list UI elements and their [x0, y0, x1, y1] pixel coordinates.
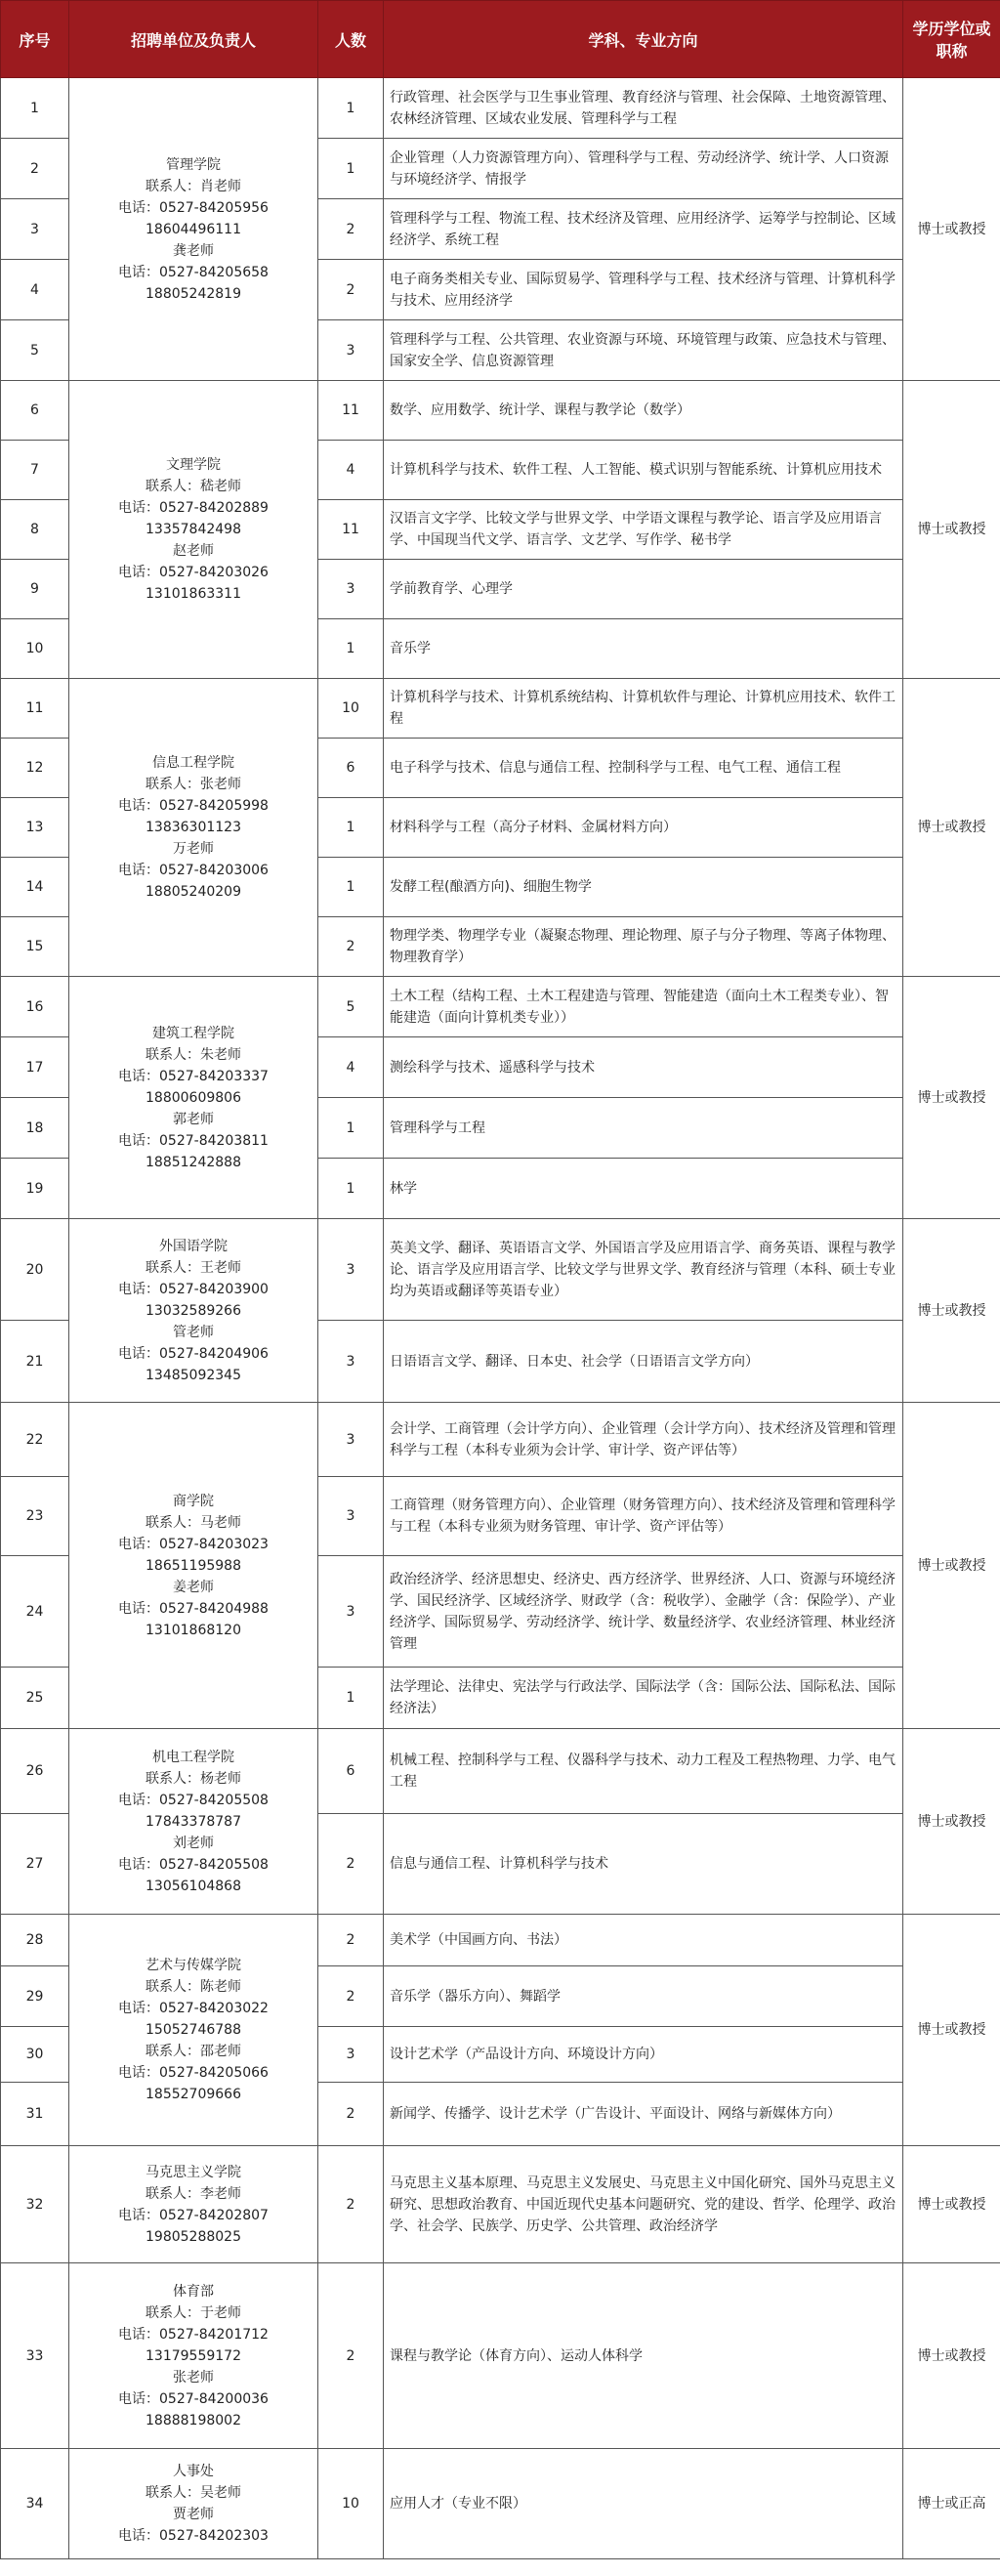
- row-number: 29: [1, 1966, 69, 2027]
- specialty: 电子科学与技术、信息与通信工程、控制科学与工程、电气工程、通信工程: [384, 739, 903, 798]
- degree-requirement: 博士或教授: [903, 679, 1000, 977]
- specialty: 企业管理（人力资源管理方向）、管理科学与工程、劳动经济学、统计学、人口资源与环境经济学、情报学: [384, 139, 903, 199]
- unit-contact: 外国语学院 联系人：王老师 电话：0527-84203900 13032589266 管老师 电话：0527-84204906 13485092345: [69, 1219, 318, 1403]
- specialty: 行政管理、社会医学与卫生事业管理、教育经济与管理、社会保障、土地资源管理、农林经济管理、区域农业发展、管理科学与工程: [384, 78, 903, 139]
- headcount: 1: [318, 1098, 384, 1159]
- degree-requirement: 博士或教授: [903, 977, 1000, 1219]
- degree-requirement: 博士或教授: [903, 2263, 1000, 2449]
- specialty: 美术学（中国画方向、书法）: [384, 1915, 903, 1966]
- unit-contact: 马克思主义学院 联系人：李老师 电话：0527-84202807 19805288025: [69, 2146, 318, 2263]
- row-number: 2: [1, 139, 69, 199]
- headcount: 2: [318, 199, 384, 260]
- row-number: 16: [1, 977, 69, 1037]
- headcount: 3: [318, 320, 384, 381]
- row-number: 17: [1, 1037, 69, 1098]
- row-number: 14: [1, 858, 69, 917]
- row-number: 34: [1, 2449, 69, 2559]
- specialty: 管理科学与工程、公共管理、农业资源与环境、环境管理与政策、应急技术与管理、国家安全学、信息资源管理: [384, 320, 903, 381]
- row-number: 31: [1, 2083, 69, 2146]
- header-no: 序号: [1, 1, 69, 78]
- row-number: 1: [1, 78, 69, 139]
- table-row: [1, 1915, 1000, 1966]
- table-row: [1, 78, 1000, 139]
- headcount: 3: [318, 1403, 384, 1477]
- row-number: 24: [1, 1556, 69, 1668]
- row-number: 13: [1, 798, 69, 858]
- headcount: 2: [318, 260, 384, 320]
- headcount: 3: [318, 1556, 384, 1668]
- unit-contact: 艺术与传媒学院 联系人：陈老师 电话：0527-84203022 15052746788 联系人：邵老师 电话：0527-84205066 18552709666: [69, 1915, 318, 2146]
- specialty: 计算机科学与技术、软件工程、人工智能、模式识别与智能系统、计算机应用技术: [384, 441, 903, 500]
- specialty: 英美文学、翻译、英语语言文学、外国语言学及应用语言学、商务英语、课程与教学论、语言学及应用语言学、比较文学与世界文学、教育经济与管理（本科、硕士专业均为英语或翻译等英语专业）: [384, 1219, 903, 1321]
- degree-requirement: 博士或教授: [903, 1219, 1000, 1403]
- headcount: 6: [318, 1729, 384, 1814]
- row-number: 21: [1, 1321, 69, 1403]
- specialty: 课程与教学论（体育方向）、运动人体科学: [384, 2263, 903, 2449]
- table-row: [1, 2449, 1000, 2559]
- degree-requirement: 博士或教授: [903, 2146, 1000, 2263]
- header-degree: 学历学位或职称: [903, 1, 1000, 78]
- row-number: 18: [1, 1098, 69, 1159]
- row-number: 5: [1, 320, 69, 381]
- unit-contact: 人事处 联系人：吴老师 贾老师 电话：0527-84202303: [69, 2449, 318, 2559]
- headcount: 2: [318, 2263, 384, 2449]
- specialty: 测绘科学与技术、遥感科学与技术: [384, 1037, 903, 1098]
- headcount: 1: [318, 619, 384, 679]
- row-number: 26: [1, 1729, 69, 1814]
- specialty: 设计艺术学（产品设计方向、环境设计方向）: [384, 2027, 903, 2083]
- degree-requirement: 博士或教授: [903, 1403, 1000, 1729]
- table-row: [1, 1729, 1000, 1814]
- row-number: 22: [1, 1403, 69, 1477]
- row-number: 11: [1, 679, 69, 739]
- row-number: 4: [1, 260, 69, 320]
- table-row: [1, 977, 1000, 1037]
- header-row: [1, 1, 1000, 78]
- headcount: 11: [318, 381, 384, 441]
- row-number: 7: [1, 441, 69, 500]
- headcount: 2: [318, 1814, 384, 1915]
- headcount: 3: [318, 2027, 384, 2083]
- headcount: 1: [318, 1668, 384, 1729]
- row-number: 19: [1, 1159, 69, 1219]
- row-number: 23: [1, 1477, 69, 1556]
- unit-contact: 建筑工程学院 联系人：朱老师 电话：0527-84203337 18800609806 郭老师 电话：0527-84203811 18851242888: [69, 977, 318, 1219]
- header-count: 人数: [318, 1, 384, 78]
- specialty: 信息与通信工程、计算机科学与技术: [384, 1814, 903, 1915]
- headcount: 10: [318, 2449, 384, 2559]
- specialty: 管理科学与工程、物流工程、技术经济及管理、应用经济学、运筹学与控制论、区域经济学、系统工程: [384, 199, 903, 260]
- table-row: [1, 2146, 1000, 2263]
- row-number: 20: [1, 1219, 69, 1321]
- headcount: 3: [318, 1477, 384, 1556]
- degree-requirement: 博士或教授: [903, 1729, 1000, 1915]
- table-row: [1, 1403, 1000, 1477]
- headcount: 6: [318, 739, 384, 798]
- row-number: 8: [1, 500, 69, 560]
- row-number: 10: [1, 619, 69, 679]
- row-number: 33: [1, 2263, 69, 2449]
- specialty: 学前教育学、心理学: [384, 560, 903, 619]
- specialty: 数学、应用数学、统计学、课程与教学论（数学）: [384, 381, 903, 441]
- headcount: 3: [318, 560, 384, 619]
- unit-contact: 信息工程学院 联系人：张老师 电话：0527-84205998 13836301123 万老师 电话：0527-84203006 18805240209: [69, 679, 318, 977]
- specialty: 音乐学: [384, 619, 903, 679]
- specialty: 新闻学、传播学、设计艺术学（广告设计、平面设计、网络与新媒体方向）: [384, 2083, 903, 2146]
- row-number: 28: [1, 1915, 69, 1966]
- row-number: 9: [1, 560, 69, 619]
- headcount: 2: [318, 1915, 384, 1966]
- table-row: [1, 381, 1000, 441]
- table-row: [1, 1219, 1000, 1321]
- specialty: 材料科学与工程（高分子材料、金属材料方向）: [384, 798, 903, 858]
- row-number: 32: [1, 2146, 69, 2263]
- headcount: 1: [318, 78, 384, 139]
- headcount: 10: [318, 679, 384, 739]
- row-number: 30: [1, 2027, 69, 2083]
- unit-contact: 商学院 联系人：马老师 电话：0527-84203023 18651195988 姜老师 电话：0527-84204988 13101868120: [69, 1403, 318, 1729]
- row-number: 12: [1, 739, 69, 798]
- row-number: 3: [1, 199, 69, 260]
- specialty: 计算机科学与技术、计算机系统结构、计算机软件与理论、计算机应用技术、软件工程: [384, 679, 903, 739]
- specialty: 物理学类、物理学专业（凝聚态物理、理论物理、原子与分子物理、等离子体物理、物理教育学）: [384, 917, 903, 977]
- specialty: 工商管理（财务管理方向）、企业管理（财务管理方向）、技术经济及管理和管理科学与工程（本科专业须为财务管理、审计学、资产评估等）: [384, 1477, 903, 1556]
- row-number: 6: [1, 381, 69, 441]
- row-number: 15: [1, 917, 69, 977]
- headcount: 5: [318, 977, 384, 1037]
- row-number: 25: [1, 1668, 69, 1729]
- headcount: 2: [318, 1966, 384, 2027]
- headcount: 2: [318, 917, 384, 977]
- unit-contact: 文理学院 联系人：嵇老师 电话：0527-84202889 13357842498 赵老师 电话：0527-84203026 13101863311: [69, 381, 318, 679]
- specialty: 土木工程（结构工程、土木工程建造与管理、智能建造（面向土木工程类专业）、智能建造（面向计算机类专业））: [384, 977, 903, 1037]
- headcount: 3: [318, 1321, 384, 1403]
- specialty: 林学: [384, 1159, 903, 1219]
- headcount: 2: [318, 2083, 384, 2146]
- degree-requirement: 博士或教授: [903, 381, 1000, 679]
- headcount: 4: [318, 441, 384, 500]
- specialty: 法学理论、法律史、宪法学与行政法学、国际法学（含：国际公法、国际私法、国际经济法）: [384, 1668, 903, 1729]
- specialty: 政治经济学、经济思想史、经济史、西方经济学、世界经济、人口、资源与环境经济学、国民经济学、区域经济学、财政学（含：税收学）、金融学（含：保险学）、产业经济学、国际贸易学、劳动经济学、统计学、数量经济学、农业经济管理、林业经济管理: [384, 1556, 903, 1668]
- degree-requirement: 博士或教授: [903, 1915, 1000, 2146]
- specialty: 发酵工程(酿酒方向)、细胞生物学: [384, 858, 903, 917]
- specialty: 音乐学（器乐方向）、舞蹈学: [384, 1966, 903, 2027]
- headcount: 3: [318, 1219, 384, 1321]
- unit-contact: 体育部 联系人：于老师 电话：0527-84201712 13179559172 张老师 电话：0527-84200036 18888198002: [69, 2263, 318, 2449]
- headcount: 11: [318, 500, 384, 560]
- unit-contact: 机电工程学院 联系人：杨老师 电话：0527-84205508 17843378787 刘老师 电话：0527-84205508 13056104868: [69, 1729, 318, 1915]
- degree-requirement: 博士或正高: [903, 2449, 1000, 2559]
- header-unit: 招聘单位及负责人: [69, 1, 318, 78]
- header-specialty: 学科、专业方向: [384, 1, 903, 78]
- headcount: 2: [318, 2146, 384, 2263]
- headcount: 1: [318, 1159, 384, 1219]
- specialty: 汉语言文字学、比较文学与世界文学、中学语文课程与教学论、语言学及应用语言学、中国现当代文学、语言学、文艺学、写作学、秘书学: [384, 500, 903, 560]
- specialty: 应用人才（专业不限）: [384, 2449, 903, 2559]
- table-row: [1, 679, 1000, 739]
- specialty: 日语语言文学、翻译、日本史、社会学（日语语言文学方向）: [384, 1321, 903, 1403]
- specialty: 电子商务类相关专业、国际贸易学、管理科学与工程、技术经济与管理、计算机科学与技术、应用经济学: [384, 260, 903, 320]
- table-row: [1, 2263, 1000, 2449]
- headcount: 1: [318, 139, 384, 199]
- specialty: 马克思主义基本原理、马克思主义发展史、马克思主义中国化研究、国外马克思主义研究、思想政治教育、中国近现代史基本问题研究、党的建设、哲学、伦理学、政治学、社会学、民族学、历史学、公共管理、政治经济学: [384, 2146, 903, 2263]
- degree-requirement: 博士或教授: [903, 78, 1000, 381]
- unit-contact: 管理学院 联系人：肖老师 电话：0527-84205956 18604496111 龚老师 电话：0527-84205658 18805242819: [69, 78, 318, 381]
- headcount: 1: [318, 798, 384, 858]
- headcount: 4: [318, 1037, 384, 1098]
- specialty: 管理科学与工程: [384, 1098, 903, 1159]
- specialty: 会计学、工商管理（会计学方向）、企业管理（会计学方向）、技术经济及管理和管理科学与工程（本科专业须为会计学、审计学、资产评估等）: [384, 1403, 903, 1477]
- specialty: 机械工程、控制科学与工程、仪器科学与技术、动力工程及工程热物理、力学、电气工程: [384, 1729, 903, 1814]
- headcount: 1: [318, 858, 384, 917]
- row-number: 27: [1, 1814, 69, 1915]
